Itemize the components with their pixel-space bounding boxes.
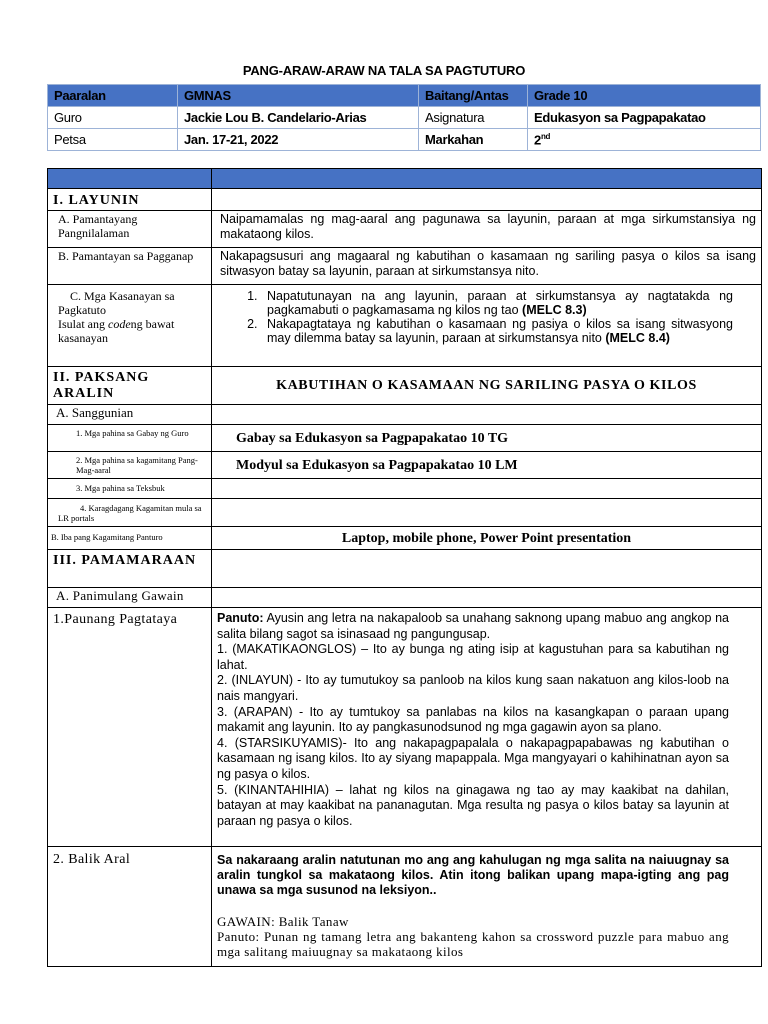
paaralan-value: GMNAS (178, 85, 419, 107)
info-row-petsa (48, 129, 761, 151)
pamantayang-pangnilalaman-row (48, 211, 762, 248)
objective-1-melc: (MELC 8.3) (522, 303, 587, 317)
panimulang-gawain-row (48, 588, 762, 608)
balik-aral-text: Sa nakaraang aralin natutunan mo ang ang kahulugan ng mga salita na naiuugnay sa aralin tungkol sa makataong kilos. Atin itong balikan upang mapa-igting ang pag unawa sa mga susunod na leksiyon.. (217, 853, 729, 897)
baitang-value: Grade 10 (528, 85, 761, 107)
note-post: ng bawat kasanayan (58, 317, 175, 345)
objective-1 (261, 289, 733, 317)
mga-kasanayan-label: C. Mga Kasanayan sa Pagkatuto (58, 289, 175, 317)
guro-label: Guro (48, 107, 178, 129)
panuto-label: Panuto: (217, 611, 264, 625)
asignatura-label: Asignatura (419, 107, 528, 129)
pamantayan-pagganap-text: Nakapagsusuri ang magaaral ng kabutihan o kasamaan ng sariling pasya o kilos sa isang sitwasyon batay sa layunin, paraan at sirkumstansya nito. (212, 248, 762, 285)
panimulang-gawain-label: A. Panimulang Gawain (56, 588, 184, 603)
quiz-item-3: 3. (ARAPAN) - Ito ay tumtukoy sa panlabas na kilos na kasangkapan o paraan upang makamit ang layunin. Ito ay pangkasunodsunod ng mga gagawin ayon sa plano. (217, 704, 729, 735)
sanggunian-row (48, 405, 762, 425)
ref3-row (48, 479, 762, 499)
objective-1-text: Napatutunayan na ang layunin, paraan at sirkumstansya ay nagtatakda ng pagkamabuti o pagkamasama ng kilos ng tao (267, 289, 733, 317)
pamantayan-pagganap-row (48, 248, 762, 285)
iba-pang-kagamitan-row (48, 527, 762, 550)
paunang-pagtataya-label: 1.Paunang Pagtataya (53, 612, 178, 627)
mga-kasanayan-note (58, 317, 206, 345)
iba-pang-kagamitan-label: B. Iba pang Kagamitang Panturo (51, 532, 163, 542)
baitang-label: Baitang/Antas (419, 85, 528, 107)
ref4-label: 4. Karagdagang Kagamitan mula sa LR portals (58, 503, 202, 523)
ref2-label: 2. Mga pahina sa kagamitang Pang-Mag-aaral (76, 455, 198, 475)
objective-2-melc: (MELC 8.4) (605, 331, 670, 345)
note-code: code (108, 317, 131, 331)
gawain-panuto: Panuto: Punan ng tamang letra ang bakanteng kahon sa crossword puzzle para mabuo ang mga salitang maiuugnay sa makataong kilos (217, 929, 729, 959)
paaralan-label: Paaralan (48, 85, 178, 107)
quiz-item-5: 5. (KINANTAHIHIA) – lahat ng kilos na ginagawa ng tao ay may kaakibat na dahilan, batayan at may kaakibat na pananagutan. Mga resulta ng pasya o kilos batay sa layunin at paraan ng pasya o kilos. (217, 782, 729, 828)
objective-2 (261, 317, 733, 345)
note-pre: Isulat ang (58, 317, 108, 331)
iba-pang-kagamitan-value: Laptop, mobile phone, Power Point presentation (341, 530, 632, 546)
pamantayang-pangnilalaman-label: A. Pamantayang Pangnilalaman (58, 212, 138, 240)
ref3-label: 3. Mga pahina sa Teksbuk (76, 483, 165, 493)
markahan-label: Markahan (419, 129, 528, 151)
markahan-suffix: nd (540, 131, 551, 141)
page-title: PANG-ARAW-ARAW NA TALA SA PAGTUTURO (242, 63, 526, 78)
quiz-item-2: 2. (INLAYUN) - Ito ay tumutukoy sa panloob na kilos kung saan nakatuon ang kilos-loob na nais mangyari. (217, 673, 729, 703)
petsa-value: Jan. 17-21, 2022 (178, 129, 419, 151)
quiz-item-1: 1. (MAKATIKAONGLOS) – Ito ay bunga ng ating isip at kagustuhan para sa kabutihan ng lahat. (217, 642, 729, 672)
mga-kasanayan-row (48, 285, 762, 367)
pamamaraan-heading: III. PAMAMARAAN (53, 553, 197, 568)
pamantayang-pangnilalaman-text: Naipamamalas ng mag-aaral ang pagunawa sa layunin, paraan at mga sirkumstansiya ng makataong kilos. (212, 211, 762, 248)
gawain-title: GAWAIN: Balik Tanaw (217, 914, 349, 929)
ref2-value: Modyul sa Edukasyon sa Pagpapakatao 10 LM (236, 457, 518, 473)
pamamaraan-row (48, 550, 762, 588)
asignatura-value: Edukasyon sa Pagpapakatao (528, 107, 761, 129)
info-table (47, 84, 761, 151)
ref4-row (48, 499, 762, 527)
petsa-label: Petsa (48, 129, 178, 151)
panuto-paragraph (217, 611, 729, 642)
ref1-value: Gabay sa Edukasyon sa Pagpapakatao 10 TG (236, 430, 509, 446)
sanggunian-label: A. Sanggunian (56, 405, 134, 420)
ref1-label: 1. Mga pahina sa Gabay ng Guro (76, 428, 189, 438)
panuto-text: Ayusin ang letra na nakapaloob sa unahang saknong upang mabuo ang angkop na salita bilang sagot sa isinasaad ng pangungusap. (217, 611, 729, 641)
ref2-row (48, 452, 762, 479)
layunin-heading: I. LAYUNIN (53, 193, 140, 208)
lesson-table (47, 168, 762, 967)
markahan-value (528, 129, 761, 151)
paksang-aralin-heading: II. PAKSANG ARALIN (53, 370, 150, 401)
lesson-header-row (48, 169, 762, 189)
layunin-row (48, 189, 762, 211)
pamantayan-pagganap-label: B. Pamantayan sa Pagganap (58, 249, 194, 263)
info-row-guro (48, 107, 761, 129)
quiz-item-4: 4. (STARSIKUYAMIS)- Ito ang nakapagpapalala o nakapagpapabawas ng kabutihan o kasamaan ng isang kilos. Ito ay siyang mapappala. Mga mangyayari o kahihinatnan ayon sa ng pasya o kilos. (217, 735, 729, 781)
paunang-pagtataya-row (48, 608, 762, 847)
markahan-number: 2 (534, 132, 541, 148)
topic-title: KABUTIHAN O KASAMAAN NG SARILING PASYA O KILOS (276, 378, 697, 393)
objective-2-text: Nakapagtataya ng kabutihan o kasamaan ng pasiya o kilos sa isang sitwasyong may dilemma batay sa layunin, paraan at sirkumstansya nito (267, 317, 733, 345)
objectives-list (217, 289, 733, 345)
ref1-row (48, 425, 762, 452)
balik-aral-row (48, 847, 762, 967)
info-row-paaralan (48, 85, 761, 107)
paksang-aralin-row (48, 367, 762, 405)
balik-aral-label: 2. Balik Aral (53, 852, 131, 867)
guro-value: Jackie Lou B. Candelario-Arias (178, 107, 419, 129)
